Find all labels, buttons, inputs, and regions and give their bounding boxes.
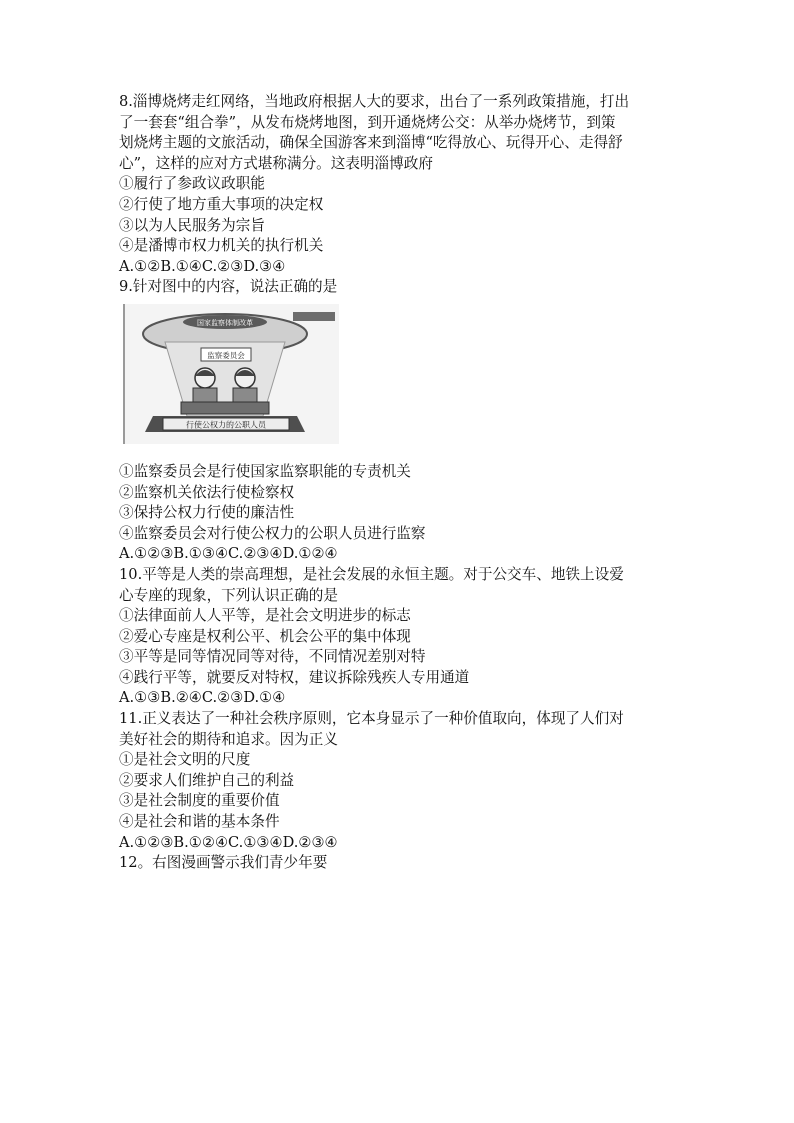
question-11-option: ①是社会文明的尺度 bbox=[119, 751, 251, 769]
question-8-answer-choices: A.①②B.①④C.②③D.③④ bbox=[119, 257, 286, 275]
question-10-option: ①法律面前人人平等，是社会文明进步的标志 bbox=[119, 607, 411, 625]
commission-sign-label: 监察委员会 bbox=[207, 350, 245, 360]
supervision-cartoon-illustration bbox=[125, 304, 339, 444]
question-8 bbox=[119, 92, 679, 277]
base-label: 行使公权力的公职人员 bbox=[186, 420, 266, 430]
question-8-option: ①履行了参政议政职能 bbox=[119, 175, 265, 193]
lens-label: 国家监察体制改革 bbox=[197, 318, 253, 327]
supervision-cartoon-figure bbox=[123, 304, 339, 444]
question-10-option: ④践行平等，就要反对特权，建议拆除残疾人专用通道 bbox=[119, 668, 470, 686]
question-10-stem-line: 10.平等是人类的崇高理想，是社会发展的永恒主题。对于公交车、地铁上设爱 bbox=[119, 565, 624, 583]
question-8-stem-line: 划烧烤主题的文旅活动，确保全国游客来到淄博“吃得放心、玩得开心、走得舒 bbox=[119, 134, 623, 152]
question-11-option: ③是社会制度的重要价值 bbox=[119, 792, 280, 810]
question-10-stem-line: 心专座的现象，下列认识正确的是 bbox=[119, 586, 338, 604]
question-12-stem-line: 12。右图漫画警示我们青少年要 bbox=[119, 854, 328, 872]
desk bbox=[181, 402, 269, 414]
question-9-option: ④监察委员会对行使公权力的公职人员进行监察 bbox=[119, 524, 426, 542]
question-9 bbox=[119, 277, 679, 565]
question-11-stem-line: 美好社会的期待和追求。因为正义 bbox=[119, 730, 338, 748]
exam-page bbox=[119, 92, 679, 874]
question-9-stem-line: 9.针对图中的内容，说法正确的是 bbox=[119, 278, 338, 296]
question-9-option: ②监察机关依法行使检察权 bbox=[119, 483, 295, 501]
question-12 bbox=[119, 853, 679, 874]
question-8-option: ③以为人民服务为宗旨 bbox=[119, 216, 265, 234]
question-10-option: ②爱心专座是权利公平、机会公平的集中体现 bbox=[119, 627, 411, 645]
question-8-option: ④是潘博市权力机关的执行机关 bbox=[119, 237, 324, 255]
question-8-stem-line: 8.淄博烧烤走红网络，当地政府根据人大的要求，出台了一系列政策措施，打出 bbox=[119, 93, 630, 110]
question-10 bbox=[119, 565, 679, 709]
question-9-option: ①监察委员会是行使国家监察职能的专责机关 bbox=[119, 462, 411, 480]
question-11-option: ④是社会和谐的基本条件 bbox=[119, 813, 280, 831]
question-9-option: ③保持公权力行使的廉洁性 bbox=[119, 504, 295, 522]
magnifier-handle bbox=[293, 312, 335, 321]
question-8-stem-line: 心”，这样的应对方式堪称满分。这表明淄博政府 bbox=[119, 154, 433, 172]
question-8-stem-line: 了一套套“组合拳”，从发布烧烤地图，到开通烧烤公交：从举办烧烤节，到策 bbox=[119, 113, 616, 131]
question-8-option: ②行使了地方重大事项的决定权 bbox=[119, 195, 324, 213]
question-10-option: ③平等是同等情况同等对待，不同情况差别对特 bbox=[119, 648, 426, 666]
question-11-option: ②要求人们维护自己的利益 bbox=[119, 771, 295, 789]
question-11-stem-line: 11.正义表达了一种社会秩序原则，它本身显示了一种价值取向，体现了人们对 bbox=[119, 710, 624, 728]
question-10-answer-choices: A.①③B.②④C.②③D.①④ bbox=[119, 689, 286, 707]
question-11-answer-choices: A.①②③B.①②④C.①③④D.②③④ bbox=[119, 833, 338, 851]
question-9-answer-choices: A.①②③B.①③④C.②③④D.①②④ bbox=[119, 545, 338, 563]
question-11 bbox=[119, 709, 679, 853]
